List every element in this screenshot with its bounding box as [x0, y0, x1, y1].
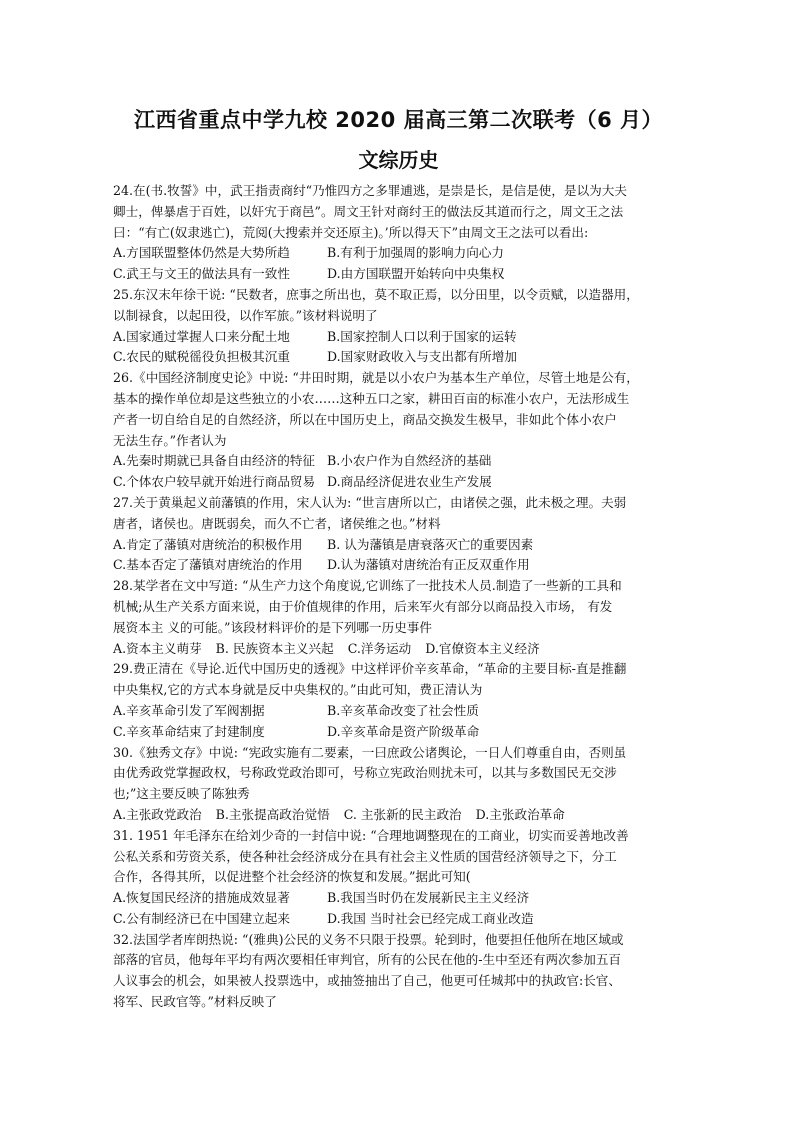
option-row [113, 451, 684, 472]
option-row [113, 722, 684, 743]
question-stem-line: 也;”这主要反映了陈独秀 [113, 786, 250, 802]
question-list [113, 181, 684, 1013]
answer-option: B.我国当时仍在发展新民主主义经济 [327, 890, 530, 906]
answer-option: B.主张提高政治觉悟 [215, 806, 330, 822]
option-row [113, 805, 684, 826]
question-28 [113, 576, 684, 659]
option-row [113, 243, 684, 264]
question-29 [113, 659, 684, 742]
option-row [113, 909, 684, 930]
answer-option: A.国家通过掌握人口来分配土地 [113, 328, 290, 344]
question-stem-line: 以制禄食，以起田役，以作军旅。”该材料说明了 [113, 307, 378, 323]
question-26 [113, 368, 684, 493]
answer-option: C.洋务运动 [347, 640, 412, 656]
question-stem-line: 29.费正清在《导论.近代中国历史的透视》中这样评价辛亥革命，“革命的主要目标-直是推翻 [113, 661, 627, 677]
option-row [113, 555, 684, 576]
question-stem-line: 中央集权,它的方式本身就是反中央集权的。”由此可知，费正清认为 [113, 682, 483, 698]
option-row [113, 701, 684, 722]
question-stem-line: 26.《中国经济制度史论》中说: “井田时期，就是以小农户为基本生产单位，尽管土地是公有， [113, 370, 639, 386]
answer-option: D.国家财政收入与支出都有所增加 [327, 349, 517, 365]
answer-option: A.资本主义萌芽 [113, 640, 202, 656]
answer-option: B.国家控制人口以利于国家的运转 [327, 328, 517, 344]
question-stem-line: 产者一切自给自足的自然经济，所以在中国历史上，商品交换发生极早，非如此个体小农户 [113, 411, 617, 427]
answer-option: D.官僚资本主义经济 [425, 640, 540, 656]
answer-option: C.农民的赋税徭役负担极其沉重 [113, 349, 290, 365]
question-stem-line: 31. 1951 年毛泽东在给刘少奇的一封信中说: “合理地调整现在的工商业，切实而妥善地改善 [113, 827, 629, 843]
question-30 [113, 743, 684, 826]
question-stem-line: 卿士，俾暴虐于百姓，以奸宄于商邑”。周文王针对商纣王的做法反其道而行之，周文王之法 [113, 203, 624, 219]
answer-option: D.认为藩镇对唐统治有正反双重作用 [327, 557, 530, 573]
question-stem-line: 27.关于黄巢起义前藩镇的作用，宋人认为: “世言唐所以亡，由诸侯之强，此未极之理。夫弱 [113, 494, 627, 510]
answer-option: D.辛亥革命是资产阶级革命 [327, 723, 480, 739]
question-stem-line: 展资本主 义的可能。”该段材料评价的是下列哪一历史事件 [113, 619, 432, 635]
question-27 [113, 493, 684, 576]
question-stem-line: 将军、民政官等。”材料反映了 [113, 994, 277, 1010]
question-stem-line: 28.某学者在文中写道: “从生产力这个角度说,它训练了一批技术人员.制造了一些新的工具和 [113, 578, 622, 594]
question-stem-line: 机械;从生产关系方面来说，由于价值规律的作用，后来军火有部分以商品投入市场， 有发 [113, 598, 613, 614]
question-25 [113, 285, 684, 368]
question-stem-line: 合作，各得其所，以促进整个社会经济的恢复和发展。”据此可知( [113, 869, 471, 885]
answer-option: C. 主张新的民主政治 [343, 806, 462, 822]
answer-option: B.小农户作为自然经济的基础 [327, 453, 492, 469]
answer-option: D.主张政治革命 [475, 806, 565, 822]
question-stem-line: 30.《独秀文存》中说: “宪政实施有二要素，一曰庶政公诸舆论，一日人们尊重自由，否则虽 [113, 744, 627, 760]
option-row [113, 347, 684, 368]
question-stem-line: 曰：“有亡(奴隶逃亡)，荒阅(大搜索并交还原主)。’所以得天下”由周文王之法可以看出: [113, 224, 589, 240]
question-stem-line: 25.东汉末年徐干说: “民数者，庶事之所出也，莫不取正焉，以分田里，以令贡赋，以造器用， [113, 286, 639, 302]
option-row [113, 472, 684, 493]
answer-option: C.基本否定了藩镇对唐统治的作用 [113, 557, 303, 573]
question-32 [113, 930, 684, 1013]
answer-option: D.我国 当时社会已经完成工商业改造 [327, 910, 534, 926]
answer-option: A.主张政党政治 [113, 806, 202, 822]
answer-option: C.个体农户较早就开始进行商品贸易 [113, 474, 316, 490]
answer-option: A.辛亥革命引发了军阀割据 [113, 702, 265, 718]
answer-option: B.有利于加强周的影响力向心力 [327, 245, 504, 261]
answer-option: A.肯定了藩镇对唐统治的积极作用 [113, 536, 303, 552]
question-stem-line: 32.法国学者库朗热说: “(雅典)公民的义务不只限于投票。轮到时，他要担任他所在地区域或 [113, 931, 624, 947]
answer-option: C.辛亥革命结束了封建制度 [113, 723, 265, 739]
question-stem-line: 由优秀政党掌握政权，号称政党政治即可，号称立宪政治则扰未可，以其与多数国民无交涉 [113, 765, 617, 781]
question-stem-line: 公私关系和劳资关系，使各种社会经济成分在具有社会主义性质的国营经济领导之下，分工 [113, 848, 617, 864]
question-stem-line: 基本的操作单位却是这些独立的小农……这种五口之家，耕田百亩的标准小农户，无法形成生 [113, 390, 630, 406]
answer-option: B. 民族资本主义兴起 [215, 640, 334, 656]
answer-option: D.由方国联盟开始转向中央集权 [327, 266, 505, 282]
option-row [113, 888, 684, 909]
question-31 [113, 826, 684, 930]
answer-option: A.方国联盟整体仍然是大势所趋 [113, 245, 290, 261]
option-row [113, 535, 684, 556]
option-row [113, 639, 684, 660]
answer-option: C.武王与文王的做法具有一致性 [113, 266, 290, 282]
question-stem-line: 部落的官员，他每年平均有两次要相任审判官，所有的公民在他的-生中至还有两次参加五百 [113, 952, 622, 968]
question-stem-line: 人议事会的机会，如果被人投票选中，或抽签抽出了自己，他更可任城邦中的执政官:长官、 [113, 973, 621, 989]
document-subtitle: 文综历史 [358, 148, 439, 172]
answer-option: C.公有制经济已在中国建立起来 [113, 910, 290, 926]
answer-option: A.先秦时期就已具备自由经济的特征 [113, 453, 316, 469]
question-stem-line: 无法生存。”作者认为 [113, 432, 227, 448]
answer-option: B.辛亥革命改变了社会性质 [327, 702, 479, 718]
question-stem-line: 24.在(书.牧誓》中，武王指责商纣“乃惟四方之多罪逋逃，是崇是长，是信是使，是以为大夫 [113, 183, 627, 198]
question-stem-line: 唐者，诸侯也。唐既弱矣，而久不亡者，诸侯维之也。”材料 [113, 515, 441, 531]
question-24 [113, 181, 684, 285]
document-title: 江西省重点中学九校 2020 届高三第二次联考（6 月） [134, 108, 663, 132]
answer-option: A.恢复国民经济的措施成效显著 [113, 890, 290, 906]
option-row [113, 264, 684, 285]
answer-option: D.商品经济促进农业生产发展 [327, 474, 492, 490]
option-row [113, 327, 684, 348]
answer-option: B. 认为藩镇是唐衰落灭亡的重要因素 [327, 536, 534, 552]
